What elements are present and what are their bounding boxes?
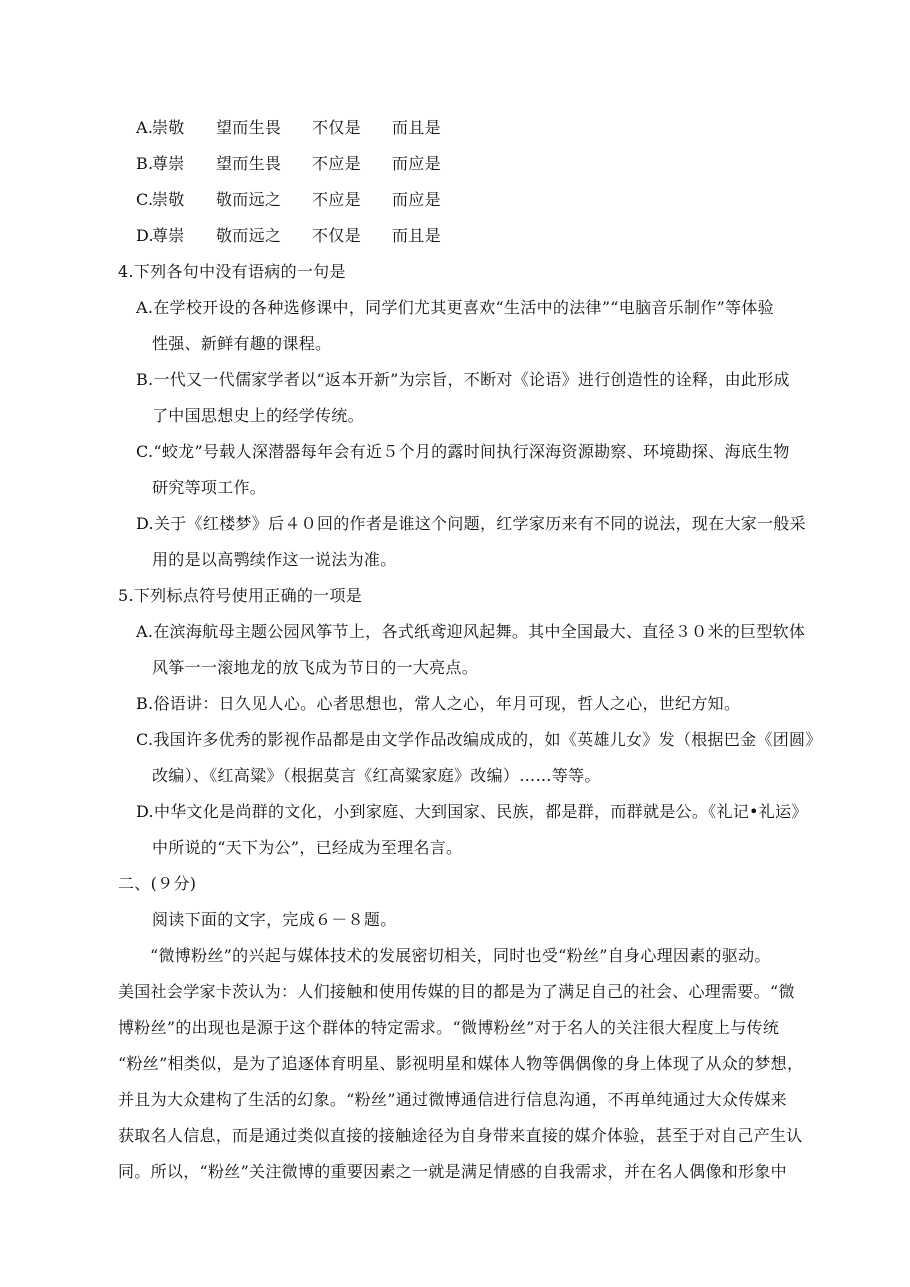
option-word: 而且是	[392, 118, 441, 137]
passage-line: “粉丝”相类似，是为了追逐体育明星、影视明星和媒体人物等偶偶像的身上体现了从众的梦想，	[118, 1054, 804, 1073]
option-letter: D.	[136, 226, 154, 245]
option-word: 而应是	[392, 190, 441, 209]
option-letter: B.	[136, 154, 154, 173]
q4-option-d-line2: 用的是以高鹗续作这一说法为准。	[152, 550, 397, 569]
q3-option-c-words	[152, 190, 441, 210]
q4-option-c-line2: 研究等项工作。	[152, 478, 267, 497]
passage-line: 并且为大众建构了生活的幻象。“粉丝”通过微博通信进行信息沟通，不再单纯通过大众传媒来	[118, 1090, 787, 1109]
option-word: 尊崇	[152, 226, 185, 245]
option-word: 尊崇	[152, 154, 185, 173]
option-word: 不应是	[312, 154, 361, 173]
q3-option-c	[136, 190, 153, 210]
q3-option-b	[136, 154, 153, 174]
q5-option-b-line1: B.俗语讲：日久见人心。心者思想也，常人之心，年月可现，哲人之心，世纪方知。	[136, 694, 741, 713]
option-word: 崇敬	[152, 190, 185, 209]
q4-option-d-line1: D.关于《红楼梦》后４０回的作者是谁这个问题，红学家历来有不同的说法，现在大家一般采	[136, 514, 806, 533]
option-word: 而且是	[392, 226, 441, 245]
option-word: 而应是	[392, 154, 441, 173]
q5-option-c-line1: C.我国许多优秀的影视作品都是由文学作品改编成成的，如《英雄儿女》发（根据巴金《团圆》	[136, 730, 822, 749]
option-letter: A.	[136, 118, 154, 137]
passage-line: 获取名人信息，而是通过类似直接的接触途径为自身带来直接的媒介体验，甚至于对自己产生认	[118, 1126, 803, 1145]
option-word: 不应是	[312, 190, 361, 209]
q5-stem: 5.下列标点符号使用正确的一项是	[118, 586, 363, 605]
q3-option-a-words	[152, 118, 441, 138]
q5-option-d-line2: 中所说的“天下为公”，已经成为至理名言。	[152, 838, 463, 857]
option-word: 敬而远之	[216, 226, 282, 245]
q5-option-a-line2: 风筝一一滚地龙的放飞成为节日的一大亮点。	[152, 658, 479, 677]
option-letter: C.	[136, 190, 154, 209]
q5-option-d-line1: D.中华文化是尚群的文化，小到家庭、大到国家、民族，都是群，而群就是公。《礼记•礼运》	[136, 802, 808, 821]
passage-line: “微博粉丝”的兴起与媒体技术的发展密切相关，同时也受“粉丝”自身心理因素的驱动。	[150, 946, 771, 965]
option-word: 不仅是	[312, 226, 361, 245]
q5-option-a-line1: A.在滨海航母主题公园风筝节上，各式纸鸢迎风起舞。其中全国最大、直径３０米的巨型软体	[136, 622, 806, 641]
q4-option-a-line2: 性强、新鲜有趣的课程。	[152, 334, 332, 353]
q3-option-d-words	[152, 226, 441, 246]
option-word: 敬而远之	[216, 190, 282, 209]
q3-option-b-words	[152, 154, 441, 174]
passage-line: 同。所以，“粉丝”关注微博的重要因素之一就是满足情感的自我需求，并在名人偶像和形象中	[118, 1162, 787, 1181]
option-word: 望而生畏	[216, 154, 282, 173]
option-word: 崇敬	[152, 118, 185, 137]
option-word: 望而生畏	[216, 118, 282, 137]
passage-line: 美国社会学家卡茨认为：人们接触和使用传媒的目的都是为了满足自己的社会、心理需要。“微	[118, 982, 795, 1001]
q4-option-b-line2: 了中国思想史上的经学传统。	[152, 406, 364, 425]
passage-line: 博粉丝”的出现也是源于这个群体的特定需求。“微博粉丝”对于名人的关注很大程度上与传统	[118, 1018, 780, 1037]
q4-option-a-line1: A.在学校开设的各种选修课中，同学们尤其更喜欢“生活中的法律”“电脑音乐制作”等体验	[136, 298, 774, 317]
q4-option-b-line1: B.一代又一代儒家学者以“返本开新”为宗旨，不断对《论语》进行创造性的诠释，由此形成	[136, 370, 790, 389]
q4-option-c-line1: C.“蛟龙”号载人深潜器每年会有近５个月的露时间执行深海资源勘察、环境勘探、海底生物	[136, 442, 790, 461]
q4-stem: 4.下列各句中没有语病的一句是	[118, 262, 346, 281]
option-word: 不仅是	[312, 118, 361, 137]
q5-option-c-line2: 改编）、《红高粱》（根据莫言《红高粱家庭》改编）……等等。	[152, 766, 601, 785]
reading-instruction: 阅读下面的文字，完成６－８题。	[152, 910, 397, 929]
section-heading: 二、(９分)	[118, 874, 197, 893]
